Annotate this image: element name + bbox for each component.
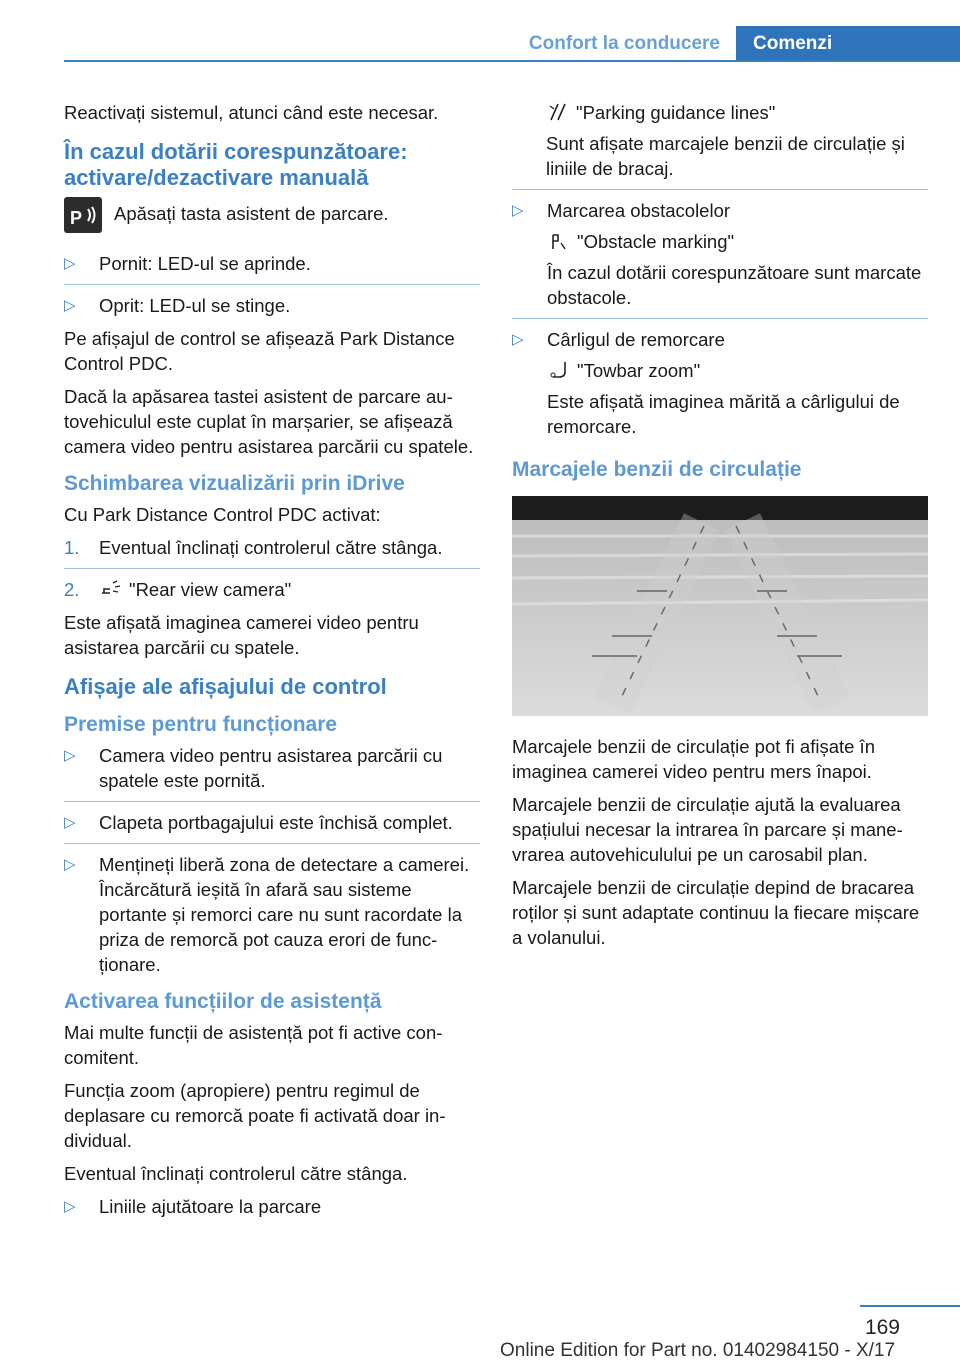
triangle-bullet-icon: ▷: [64, 747, 76, 764]
paragraph-camera-image: Este afișată imaginea camerei video pentru asistarea parcării cu spatele.: [64, 612, 419, 658]
paragraph-pdc-active: Cu Park Distance Control PDC activat:: [64, 504, 381, 525]
list-item: ▷ Mențineți liberă zona de detectare a camerei. Încărcătură ieșită în afară sau sisteme portante și remorci care nu sunt racordate la priza de remorcă pot cauza erori de funcționare.: [64, 843, 480, 977]
right-column: [512, 100, 928, 958]
steps-list: [64, 535, 480, 602]
led-status-list: [64, 251, 480, 318]
list-item: ▷ Liniile ajutătoare la parcare: [64, 1196, 322, 1217]
list-item: ▷ Oprit: LED-ul se stinge.: [64, 284, 480, 318]
heading-lane-markings: Marcajele benzii de circulație: [512, 458, 802, 481]
obstacle-marking-icon: [547, 231, 569, 251]
list-item: ▷ Clapeta portbagajului este închisă complet.: [64, 801, 480, 835]
triangle-bullet-icon: ▷: [512, 202, 524, 219]
triangle-bullet-icon: ▷: [64, 255, 76, 272]
triangle-bullet-icon: ▷: [512, 331, 524, 348]
heading-assist-functions: Activarea funcțiilor de asistență: [64, 990, 382, 1013]
paragraph-tilt-controller: Eventual înclinați controlerul către stânga.: [64, 1163, 408, 1184]
triangle-bullet-icon: ▷: [64, 1198, 76, 1215]
heading-manual-activation: În cazul dotării corespunzătoare: activare/dezactivare manuală: [64, 139, 408, 190]
guidance-lines-icon: [546, 102, 568, 122]
footer-rule: [860, 1305, 960, 1307]
heading-change-view: Schimbarea vizualizării prin iDrive: [64, 472, 405, 495]
paragraph-press-button: P Apăsați tasta asistent de parcare.: [64, 197, 480, 233]
list-item: ▷ Pornit: LED-ul se aprinde.: [64, 253, 311, 274]
step-item: 2. "Rear view camera": [64, 568, 480, 602]
edition-note: Online Edition for Part no. 01402984150 - X/17: [500, 1340, 896, 1361]
list-item: ▷ Cârligul de remorcare "Towbar zoom" Este afișată imaginea mărită a cârligului de remorcare.: [512, 318, 928, 439]
heading-prerequisites: Premise pentru funcționare: [64, 713, 338, 736]
header-chapter-tab[interactable]: Comenzi: [736, 26, 960, 62]
towbar-zoom-icon: [547, 360, 569, 380]
paragraph-lanes-display: Marcajele benzii de circulație pot fi afișate în imaginea camerei video pentru mers înapoi.: [512, 736, 875, 782]
triangle-bullet-icon: ▷: [64, 297, 76, 314]
step-item: 1. Eventual înclinați controlerul către stânga.: [64, 537, 443, 558]
guidance-lines-item: "Parking guidance lines" Sunt afișate marcajele benzii de circulație și liniile de bracaj.: [546, 102, 905, 179]
paragraph-reverse-camera: Dacă la apăsarea tastei asistent de parcare autovehiculul este cuplat în marșarier, se afișează camera video pentru asistarea parcării cu spatele.: [64, 386, 474, 457]
paragraph-lanes-steering: Marcajele benzii de circulație depind de bracarea roților și sunt adaptate continuu la fiecare mișcare a volanului.: [512, 877, 920, 948]
triangle-bullet-icon: ▷: [64, 856, 76, 873]
header-section-title: Confort la conducere: [528, 33, 720, 54]
page-number: 169: [864, 1316, 900, 1339]
paragraph-multiple-functions: Mai multe funcții de asistență pot fi active concomitent.: [64, 1022, 443, 1068]
list-item: ▷ Camera video pentru asistarea parcării cu spatele este pornită.: [64, 745, 443, 791]
prerequisites-list: [64, 743, 480, 977]
header-rule: [64, 60, 960, 62]
paragraph-pdc-display: Pe afișajul de control se afișează Park Distance Control PDC.: [64, 328, 455, 374]
paragraph-lanes-help: Marcajele benzii de circulație ajută la evaluarea spațiului necesar la intrarea în parcare și manevrarea autovehiculului pe un carosabil plan.: [512, 794, 903, 865]
paragraph-zoom-function: Funcția zoom (apropiere) pentru regimul de deplasare cu remorcă poate fi activată doar individual.: [64, 1080, 446, 1151]
heading-control-display: Afișaje ale afișajului de control: [64, 674, 387, 699]
left-column: [64, 100, 480, 1227]
list-item: ▷ Marcarea obstacolelor "Obstacle marking" În cazul dotării corespunzătoare sunt marcate obstacole.: [512, 189, 928, 310]
rear-camera-icon: [99, 579, 121, 599]
park-assist-button-icon: P: [64, 197, 102, 233]
rear-camera-lane-markings-image: [512, 496, 928, 716]
paragraph-reactivate: Reactivați sistemul, atunci când este necesar.: [64, 102, 439, 123]
triangle-bullet-icon: ▷: [64, 814, 76, 831]
